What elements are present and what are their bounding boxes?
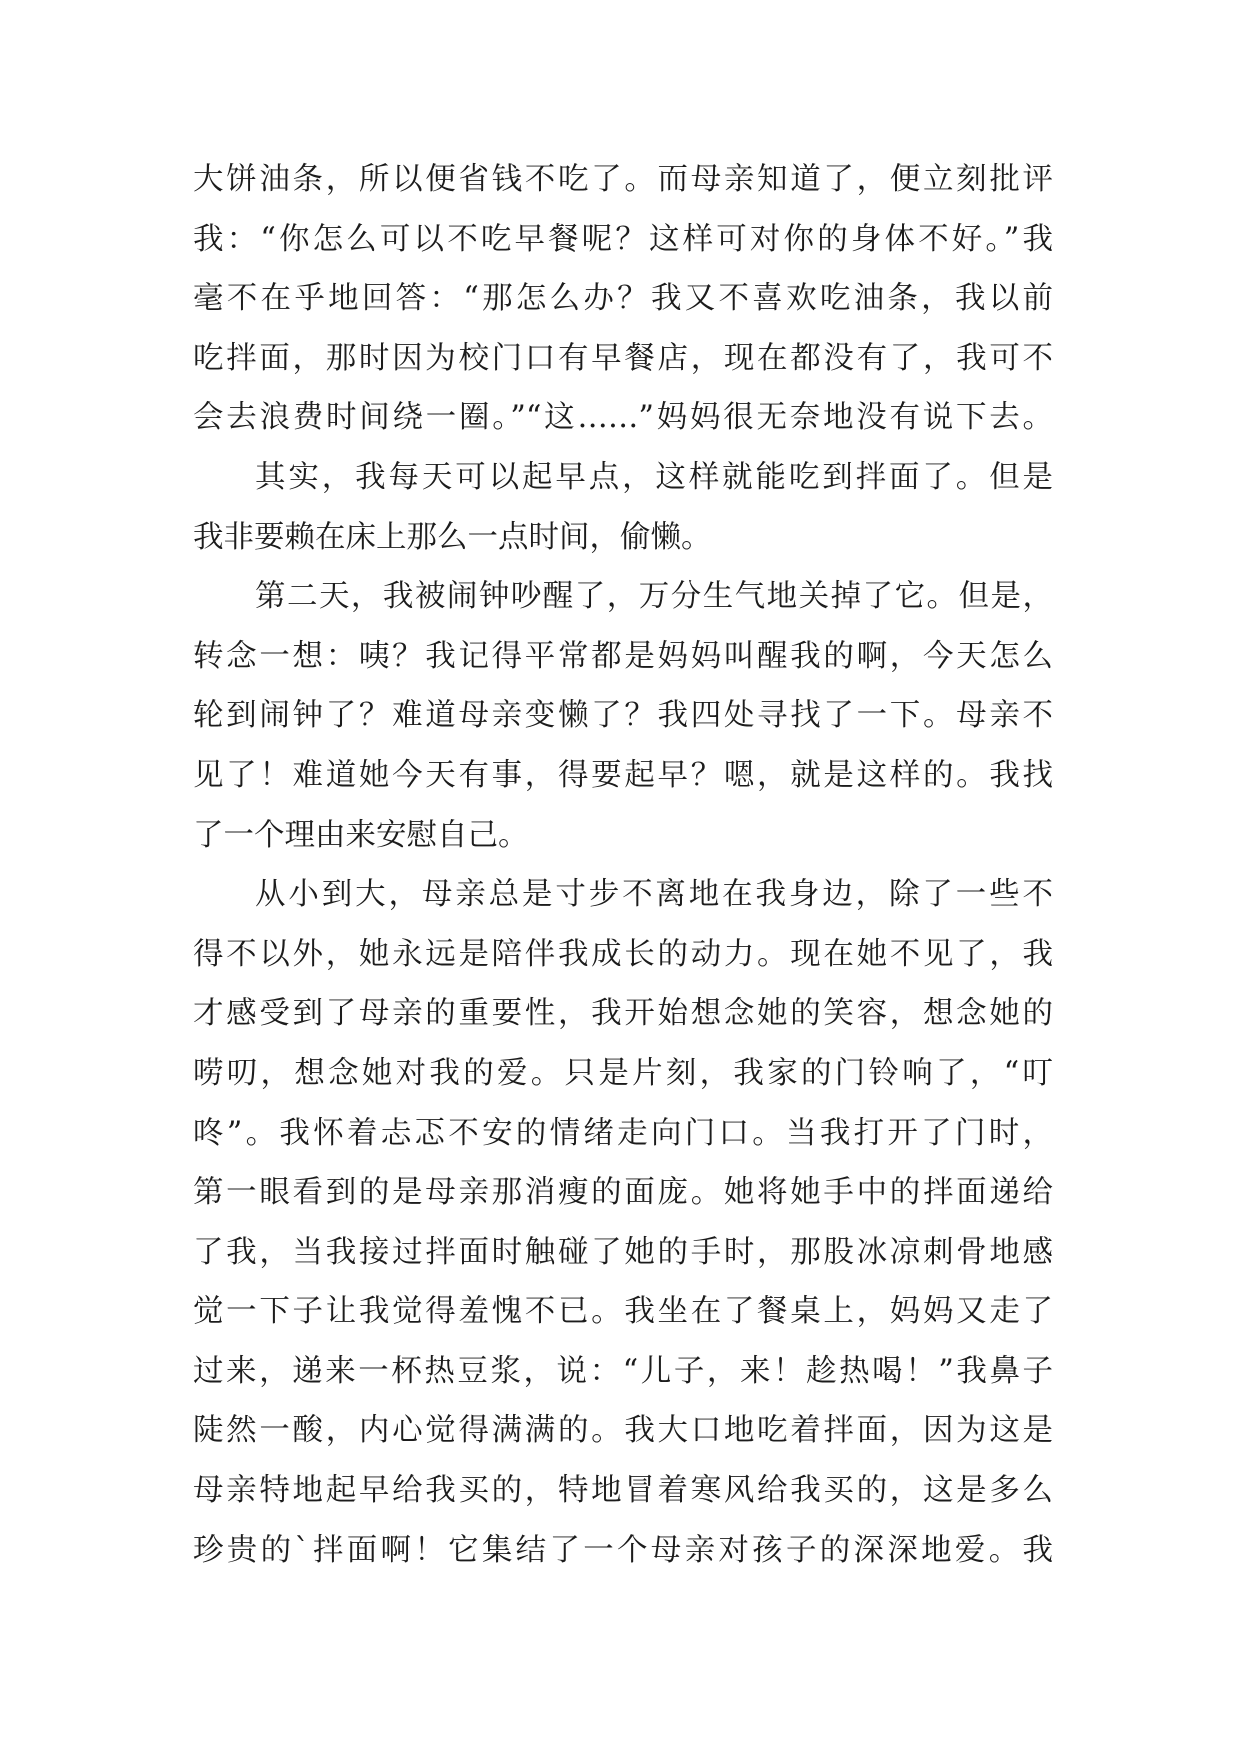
text-line: 了一个理由来安慰自己。 (193, 817, 529, 853)
text-line: 母亲特地起早给我买的，特地冒着寒风给我买的，这是多么 (193, 1473, 1053, 1509)
paragraph-first-line: 其实，我每天可以起早点，这样就能吃到拌面了。但是 (255, 459, 1053, 495)
text-line: 毫不在乎地回答：“那怎么办？我又不喜欢吃油条，我以前 (193, 281, 1053, 317)
text-line: 咚”。我怀着忐忑不安的情绪走向门口。当我打开了门时， (193, 1115, 1053, 1151)
text-line: 轮到闹钟了？难道母亲变懒了？我四处寻找了一下。母亲不 (193, 698, 1053, 734)
text-line: 我非要赖在床上那么一点时间，偷懒。 (193, 519, 712, 555)
body-text (193, 150, 1053, 1580)
text-line: 我：“你怎么可以不吃早餐呢？这样可对你的身体不好。”我 (193, 221, 1053, 257)
text-line: 了我，当我接过拌面时触碰了她的手时，那股冰凉刺骨地感 (193, 1234, 1053, 1270)
text-line: 得不以外，她永远是陪伴我成长的动力。现在她不见了，我 (193, 936, 1053, 972)
text-line: 觉一下子让我觉得羞愧不已。我坐在了餐桌上，妈妈又走了 (193, 1294, 1053, 1330)
text-line: 过来，递来一杯热豆浆，说：“儿子，来！趁热喝！”我鼻子 (193, 1353, 1053, 1389)
text-line: 第一眼看到的是母亲那消瘦的面庞。她将她手中的拌面递给 (193, 1175, 1053, 1211)
paragraph-first-line: 从小到大，母亲总是寸步不离地在我身边，除了一些不 (255, 877, 1053, 913)
text-line: 转念一想：咦？我记得平常都是妈妈叫醒我的啊，今天怎么 (193, 638, 1053, 674)
text-line: 见了！难道她今天有事，得要起早？嗯，就是这样的。我找 (193, 757, 1053, 793)
text-line: 大饼油条，所以便省钱不吃了。而母亲知道了，便立刻批评 (193, 162, 1053, 197)
text-line: 才感受到了母亲的重要性，我开始想念她的笑容，想念她的 (193, 996, 1053, 1032)
text-line: 吃拌面，那时因为校门口有早餐店，现在都没有了，我可不 (193, 340, 1053, 376)
paragraph-first-line: 第二天，我被闹钟吵醒了，万分生气地关掉了它。但是， (255, 579, 1053, 615)
text-line: 陡然一酸，内心觉得满满的。我大口地吃着拌面，因为这是 (193, 1413, 1053, 1449)
text-line: 会去浪费时间绕一圈。”“这……”妈妈很无奈地没有说下去。 (193, 400, 1053, 436)
text-line: 唠叨，想念她对我的爱。只是片刻，我家的门铃响了，“叮 (193, 1055, 1053, 1091)
text-line: 珍贵的`拌面啊！它集结了一个母亲对孩子的深深地爱。我 (193, 1532, 1053, 1568)
